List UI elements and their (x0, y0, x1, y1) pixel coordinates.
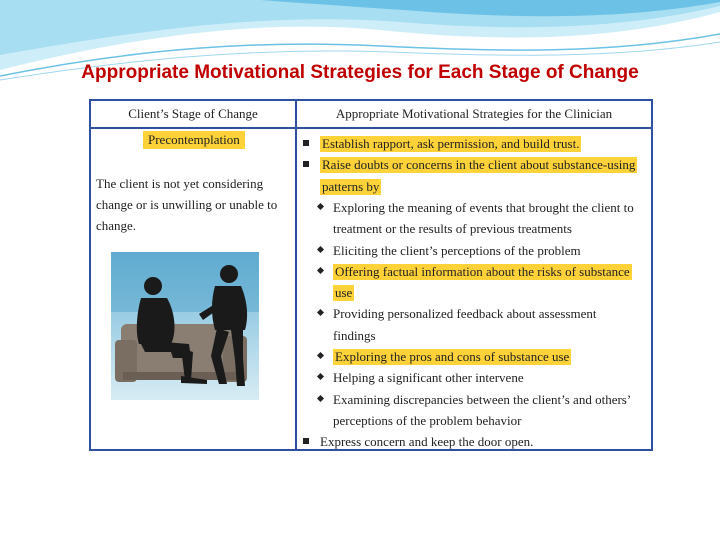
strategies-cell (297, 129, 651, 449)
strategy-text: findings (333, 327, 376, 343)
strategy-item (297, 325, 647, 345)
strategy-item (297, 176, 647, 196)
header-strategies-label: Appropriate Motivational Strategies for the Clinician (335, 106, 613, 121)
stage-cell (91, 129, 295, 449)
strategy-text: perceptions of the problem behavior (333, 412, 522, 428)
strategy-text: treatment or the results of previous treatments (333, 221, 572, 237)
diamond-bullet-icon (317, 267, 324, 274)
diamond-bullet-icon (317, 395, 324, 402)
strategy-text: Helping a significant other intervene (333, 370, 524, 386)
strategy-item (297, 346, 647, 366)
strategy-item (297, 389, 647, 409)
strategy-text: Express concern and keep the door open. (320, 434, 534, 450)
stage-badge: Precontemplation (143, 131, 245, 149)
slide-title: Appropriate Motivational Strategies for Each Stage of Change (81, 62, 639, 83)
diamond-bullet-icon (317, 203, 324, 210)
strategy-text: use (335, 285, 353, 301)
stage-description: The client is not yet considering change or is unwilling or unable to change. (96, 176, 278, 233)
diamond-bullet-icon (317, 309, 324, 316)
header-cell-strategies (297, 101, 651, 127)
header-cell-stage (91, 101, 295, 127)
strategy-item (297, 154, 647, 174)
strategy-item (297, 367, 647, 387)
strategy-item (297, 261, 647, 281)
strategy-item (297, 410, 647, 430)
counseling-session-photo (111, 252, 259, 400)
strategy-text: Raise doubts or concerns in the client about substance-using (322, 157, 636, 173)
header-stage-label: Client’s Stage of Change (128, 106, 258, 121)
square-bullet-icon (303, 140, 309, 146)
strategy-text: Providing personalized feedback about assessment (333, 306, 597, 322)
strategy-text: Exploring the pros and cons of substance use (335, 349, 570, 364)
diamond-bullet-icon (317, 373, 324, 380)
square-bullet-icon (303, 161, 309, 167)
strategy-item (297, 218, 647, 238)
diamond-bullet-icon (317, 352, 324, 359)
strategy-text: patterns by (322, 178, 380, 194)
strategy-item (297, 240, 647, 260)
strategy-item (297, 303, 647, 323)
strategy-text: Examining discrepancies between the client’s and others’ (333, 391, 632, 407)
strategy-text: Eliciting the client’s perceptions of the problem (333, 242, 581, 258)
strategy-text: Offering factual information about the risks of substance (335, 263, 630, 279)
strategy-item (297, 431, 647, 451)
strategy-item (297, 133, 647, 153)
strategy-text: Exploring the meaning of events that brought the client to (333, 199, 634, 215)
strategies-table (89, 99, 653, 451)
square-bullet-icon (303, 438, 309, 444)
diamond-bullet-icon (317, 245, 324, 252)
strategy-text: Establish rapport, ask permission, and build trust. (322, 136, 580, 151)
strategy-item (297, 197, 647, 217)
strategy-item (297, 282, 647, 302)
